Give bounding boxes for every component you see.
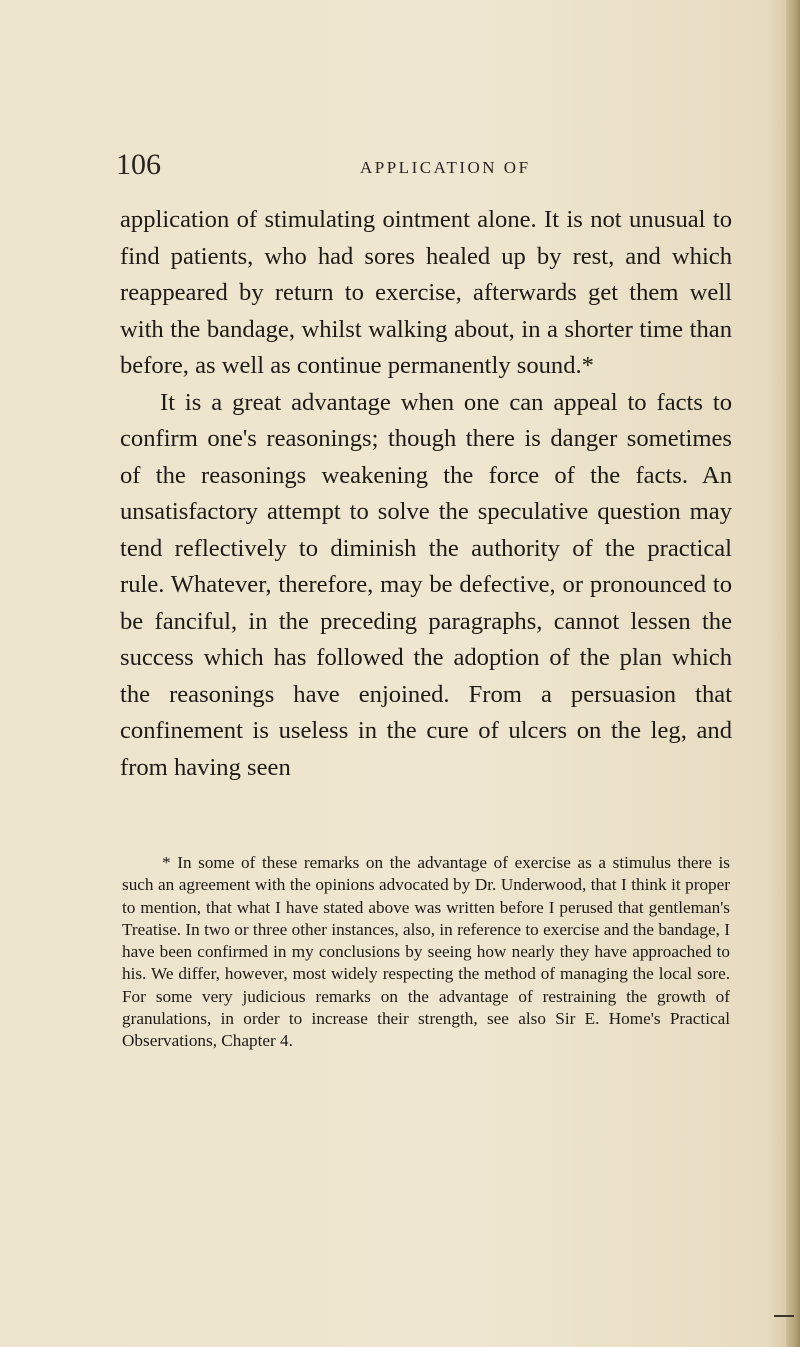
- paragraph-1: application of stimulating ointment alone. It is not unusual to find patients, who had sores healed up by rest, and which reappeared by return to exercise, afterwards get them well with the bandage, whilst walking about, in a shorter time than before, as well as continue permanently sound.*: [120, 206, 732, 379]
- paragraph-2: It is a great advantage when one can appeal to facts to confirm one's reasonings; though there is danger sometimes of the reasonings weakening the force of the facts. An unsatisfactory attempt to solve the speculative question may tend reflectively to diminish the authority of the practical rule. Whatever, therefore, may be defective, or pronounced to be fanciful, in the preceding paragraphs, cannot lessen the success which has followed the adoption of the plan which the reasonings have enjoined. From a persuasion that confinement is useless in the cure of ulcers on the leg, and from having seen: [120, 388, 732, 781]
- footnote: * In some of these remarks on the advantage of exercise as a stimulus there is such an agreement with the opinions advocated by Dr. Underwood, that I think it proper to mention, that what I have stated above was written before I perused that gentleman's Treatise. In two or three other instances, also, in reference to exercise and the bandage, I have been confirmed in my conclusions by seeing how nearly they have approached to his. We differ, however, most widely respecting the method of managing the local sore. For some very judicious remarks on the advantage of restraining the growth of granulations, in order to increase their strength, see also Sir E. Home's Practical Observations, Chapter 4.: [122, 853, 730, 1051]
- page-number: 106: [116, 148, 161, 181]
- body-text: [120, 202, 732, 786]
- page-edge-mark: [774, 1315, 794, 1317]
- section-title: APPLICATION OF: [360, 158, 531, 177]
- page-edge-shadow: [786, 0, 800, 1347]
- running-head: [116, 148, 676, 188]
